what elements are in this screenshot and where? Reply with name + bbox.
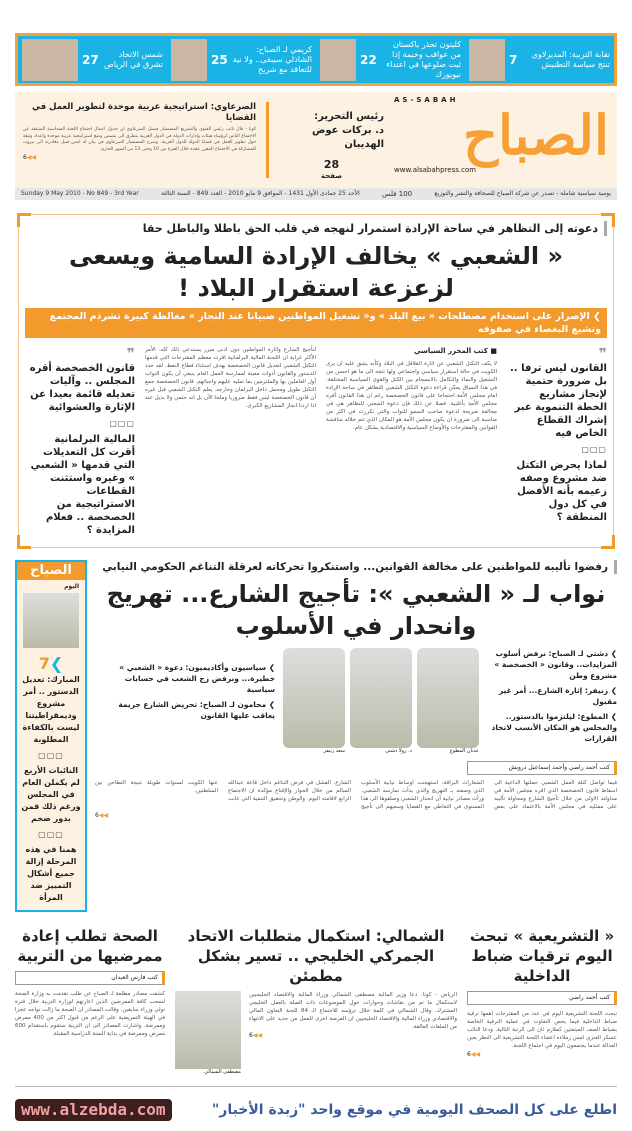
sidebar-label: اليوم bbox=[64, 583, 79, 590]
bottom-story bbox=[175, 926, 457, 1076]
teaser-strip bbox=[15, 33, 617, 86]
teaser-item[interactable] bbox=[465, 36, 614, 83]
pull-quote: القانون ليس ترفا .. بل ضرورة حتمية لإنجاز مشاريع الخطة التنموية عبر إشراك القطاع الخاص فيه bbox=[510, 363, 607, 439]
page-ref: 6◀◀ bbox=[95, 812, 109, 819]
mast-story-title: الصرعاوي: استراتيجية عربية موحدة لتطوير العمل في القضايا bbox=[31, 102, 256, 123]
divider bbox=[266, 102, 269, 178]
teaser-text: كريمي لـ الصباح: الشاذلي سيبقى.. ولا نية للتعاقد مع شريح bbox=[232, 44, 312, 74]
footer-ad bbox=[15, 1099, 617, 1121]
lead-body-right: لا يكف التكتل الشعبي عن اثارة القلاقل في البلاد وكأنه يشق عليه ان يرى الكويت في حالة استقرار سياسي واجتماعي ولها تتجه الى ما هو احسن من التشغيل والنماء والتكامل بالانسجام بين الكتل والقوى السياسية المختلفة. في هذا السياق يمكن قراءة دعوة التكتل الشعبي للتظاهر في ساحة الإرادة امام مجلس الأمة احتجاجا على قانون الخصخصة رغم ان هذا القانون أقره مجلس الأمة بأغلبية. فضلا عن ذلك فإن دعوة الشعبي للتظاهر هي في مخالفة صريحة لدعوة صاحب السمو للنواب والتي تكررت في اكثر من مناسبة الى ضرورة ان يكون مجلس الأمة هو المكان الذي تتم خلاله مناقشة القوانين والمقترحات والأوضاع السياسية والاقتصادية بشكل عام. bbox=[326, 361, 497, 431]
sub-headline: ❯ سياسيون وأكاديميون: دعوة « الشعبي » خطيرة... ونرفض زج الشعب في حسابات سياسية bbox=[119, 663, 275, 694]
teaser-text: شمس الاتحاد تشرق في الرياض bbox=[104, 49, 163, 69]
sidebar-item[interactable]: همنا في هذه المرحلة إزالة جميع أشكال التمييز ضد المرأة bbox=[25, 845, 77, 902]
sub-headline: ❯ المطوع: ليلتزموا بالدستور.. والمجلس هو المكان الأنسب لاتخاذ القرارات bbox=[491, 712, 617, 743]
date-english: Sunday 9 May 2010 - No 849 - 3rd Year bbox=[21, 190, 139, 197]
pull-quote: لماذا يحرض التكتل ضد مشروع وصفه زعيمه بأنه الأفضل في كل دول المنطقة ؟ bbox=[516, 460, 607, 523]
teaser-item[interactable] bbox=[18, 36, 167, 83]
second-headline: نواب لـ « الشعبي »: تأجيج الشارع... تهريج وانحدار في الأسلوب bbox=[106, 580, 606, 640]
mp-photo bbox=[417, 648, 479, 748]
teaser-text: نقابة التربية: المديرلاوي تنتج سياسة التطنيش bbox=[531, 49, 610, 69]
sidebar-item[interactable]: النائبات الأربع لم يكملن العام في المجلس ورغم ذلك قمن بدور ضخم bbox=[21, 766, 81, 823]
mp-photo bbox=[283, 648, 345, 748]
bottom-story bbox=[15, 926, 165, 1038]
page-ref: 6◀◀ bbox=[23, 154, 37, 161]
logo-latin: AS-SABAH bbox=[394, 96, 459, 104]
teaser-item[interactable] bbox=[167, 36, 316, 83]
story-body: تبحث اللجنة التشريعية اليوم في عدد من المقترحات اهمها ترقية ضباط الداخلية فيما يخص التفاوت في عملية الترقية الخاصة بضباط الصف المبتعثين كملازم ثان الى الرتبة التالية. ودعا النائب عسكر العنزي امس زملاءه اعضاء اللجنة التشريعية الى النظر بعين العدالة عندما يجتمعون اليوم في اجتماع اللجنة. bbox=[467, 1011, 617, 1049]
story-headline: الصحة تطلب إعادة ممرضيها من التربية bbox=[17, 927, 163, 965]
story-headline: الشمالي: استكمال متطلبات الاتحاد الجمركي الخليجي .. تسير بشكل مطمئن bbox=[187, 927, 445, 985]
story-byline: كتب أحمد راضي bbox=[467, 991, 617, 1005]
photo-caption: د. رولا دشتي bbox=[385, 748, 412, 754]
today-sidebar: الصباح اليوم 7❮ المبارك: تعديل الدستور .. أمر مشروع وديمقراطيتنا ليست بالكفاءة المطلوبة ▢▢▢ النائبات الأربع لم يكملن العام في المجلس ورغم ذلك قمن بدور ضخم ▢▢▢ همنا في هذه المرحلة إزالة جميع أشكال التمييز ضد المرأة bbox=[15, 560, 87, 912]
lead-story: دعوته إلى التظاهر في ساحة الإرادة استمرار لنهجه في قلب الحق باطلا والباطل حقا « الشعبي » يخالف الإرادة السامية ويسعى لزعزعة استقرار البلاد ! ❯ الإصرار على استخدام مصطلحات « بيع البلد » و« تشغيل المواطنين صبيانا عند التجار » مغالطة كبيرة تشرذم المجتمع وتشيع البغضاء في صفوفه ❞ القانون ليس ترفا .. بل ضرورة حتمية لإنجاز مشاريع الخطة التنموية عبر إشراك القطاع الخاص فيه ▢▢▢ لماذا يحرض التكتل ضد مشروع وصفه زعيمه بأنه الأفضل في كل دول المنطقة ؟ ■ كتب المحرر السياسي لا يكف التكتل الشعبي عن اثارة القلاقل في البلاد وكأنه يشق عليه ان يرى الكويت في حالة استقرار سياسي واجتماعي ولها تتجه الى ما هو احسن من التشغيل والنماء والتكامل بالانسجام بين الكتل والقوى السياسية المختلفة. في هذا السياق يمكن قراءة دعوة التكتل الشعبي للتظاهر في ساحة الإرادة امام مجلس الأمة احتجاجا على قانون الخصخصة رغم ان هذا القانون أقره مجلس الأمة بأغلبية. فضلا عن ذلك فإن دعوة الشعبي للتظاهر هي في مخالفة صريحة لدعوة صاحب السمو للنواب والتي تكررت في اكثر من مناسبة الى ضرورة ان يكون مجلس الأمة هو المكان الذي تتم خلاله مناقشة القوانين والمقترحات والأوضاع السياسية والاقتصادية بشكل عام. لتأجيج الشارع واثارة المواطنين دون ادنى مبرر يستدعي ذلك كله. الأمر الأكثر غرابة ان اللجنة المالية البرلمانية اقرت معظم المقترحات التي قدمها التكتل الشعبي لتعديل قانون الخصخصة بهدف استثناء قطاع النفط. لقد حدد الدستور والقانون أدوات معينة لممارسة العمل العام ينبغي أن يكون النواب أول العاملين بها والملتزمين بما تمليه عليهم واجباتهم. قانون الخصخصة جمع التكتل طويل ومحمل داخل البرلمان وخارجه. يعلم التكتل الشعبي قبل غيره أن قانون الخصخصة ليس فقط ضروريا وملحا الآن بل انه حتمي ولا بديل عنه اذا اردنا انجاز المشاريع الكبرى. ❞ قانون الخصخصة أقره المجلس .. وآليات تعديله قائمة بعيدا عن الإثارة والعشوائية ▢▢▢ المالية البرلمانية أقرت كل التعديلات التي قدمها « الشعبي » وغيره واستثنت القطاعات الاستراتيجية من الخصخصة .. فعلام المزايدة ؟ bbox=[18, 214, 614, 548]
footer-ad-text: اطلع على كل الصحف اليومية في موقع واحد "زبدة الأخبار" bbox=[211, 1102, 617, 1118]
second-body: فيما تواصل كتلة العمل الشعبي حملتها الداعية الى اسقاط قانون الخصخصة الذي اقره مجلس الأمة في مداولته الاولى من خلال تأجيج الشارع ومحاولة تأليبه على ممثليه في مجلس الأمة بالاعتماد على بعض الشعارات البراقة، استهجنت اوساط نيابية الأسلوب الذي وصفته بـ التهريج والذي بدأت تمارسه الشعبي. ورأت مصادر نيابية أن انحدار الشعبي وصلفوها الى هذا المستوى في التعاطي مع القضايا وسعيهم الى تأجيج الشارع. الفشل في فرض التناغم داخل قاعة عبدالله السالم من خلال الحوار والإقناع مؤكدة ان الاجتماع الرابع لاقامته اليوم. والوطن وتحقيق التنمية التي غابت عنها الكويت لسنوات طويلة نتيجة التطاحن بين السلطتين. bbox=[95, 780, 617, 810]
sub-headline: ❯ محامون لـ الصباح: تحريض الشارع جريمة يعاقب عليها القانون bbox=[118, 700, 275, 720]
divider bbox=[15, 1086, 617, 1087]
photo-caption: سعد زنيفر bbox=[323, 748, 345, 754]
page-count: 28 bbox=[323, 158, 340, 171]
pull-quote: قانون الخصخصة أقره المجلس .. وآليات تعديله قائمة بعيدا عن الإثارة والعشوائية bbox=[29, 363, 135, 413]
teaser-photo bbox=[320, 39, 356, 81]
page-ref: 6◀◀ bbox=[467, 1051, 481, 1058]
second-kicker: رفضوا تأليبه للمواطنين على مخالفة القوانين... واستنكروا تحركاته لعرقلة التناغم الحكومي النيابي bbox=[95, 560, 617, 574]
photo-caption: عدنان المطوع bbox=[449, 748, 479, 754]
teaser-page: 22 bbox=[360, 52, 377, 67]
date-arabic: الأحد 25 جمادى الأول 1431 - الموافق 9 مايو 2010 - العدد 849 - السنة الثالثة bbox=[160, 190, 360, 197]
editor-name: د. بركات عوض الهديبان bbox=[311, 125, 384, 150]
date-bar bbox=[15, 188, 617, 200]
price: 100 فلس bbox=[381, 190, 413, 198]
website[interactable]: www.alsabahpress.com bbox=[394, 166, 477, 174]
sidebar-photo bbox=[23, 593, 79, 648]
lead-kicker: دعوته إلى التظاهر في ساحة الإرادة استمرار لنهجه في قلب الحق باطلا والباطل حقا bbox=[25, 221, 607, 236]
story-headline: « التشريعية » تبحث اليوم ترقيات ضباط الداخلية bbox=[469, 927, 615, 985]
mast-story-body: كونا - قال نائب رئيس الفتوى والتشريع المستشار فيصل الصرعاوي ان جدول اعمال اجتماع اللجنة السداسية المنبثقة عن الاجتماع الثامن لرؤساء هيئات وادارات الدولة في الدول العربية يتطرق الى يتضمن وضع استراتيجية عربية موحدة واعداد وثيقة حول تطوير العمل في قضايا الدولة للدول العربية. وصرح المستشار الصرعاوي في بيان له امس قبيل مغادرته الى بيروت للمشاركة في الاجتماع المقرر عقده خلال الفترة من 10 وحتى 13 من الشهر الجاري. bbox=[23, 127, 256, 152]
teaser-page: 7 bbox=[509, 52, 518, 67]
teaser-text: كليتون تحذر باكستان من عواقب وخيمة إذا ثبت ضلوعها في اعتداء نيويورك bbox=[386, 39, 461, 79]
sub-headline: ❯ دشتي لـ الصباح: نرفض أسلوب المزايدات.. وقانون « الخصخصة » مشروع وطن bbox=[494, 649, 617, 680]
story-body: الرياض - كونا: دعا وزير المالية مصطفى الشمالي وزراء المالية والاقتصاد الخليجيين لاستكمال ما تم من نقاشات وحوارات حول الموضوعات ذات الصلة بالعمل الخليجي المشترك. وقال الشمالي في كلمة خلال ترؤسه للاجتماع الـ 84 للجنة التعاون المالي والاقتصادي وزراء المالية والاقتصاد الخليجيين ان الفرصة اخرى للعمل من جديد على الانتهاء من الملفات العالقة. bbox=[249, 992, 457, 1030]
story-byline: كتب فارس العبدان bbox=[15, 971, 165, 985]
teaser-item[interactable] bbox=[316, 36, 465, 83]
lead-headline: « الشعبي » يخالف الإرادة السامية ويسعى لزعزعة استقرار البلاد ! bbox=[68, 242, 564, 302]
footer-ad-url[interactable]: www.alzebda.com bbox=[15, 1099, 172, 1121]
second-byline: كتب أحمد راضي وأحمد إسماعيل درويش bbox=[467, 761, 617, 775]
photo-caption: مصطفى الشمالي bbox=[204, 1069, 241, 1075]
page-count-label: صفحة bbox=[320, 172, 343, 180]
sidebar-brand: الصباح bbox=[17, 562, 85, 580]
teaser-photo bbox=[469, 39, 505, 81]
teaser-page: 27 bbox=[82, 52, 99, 67]
newspaper-logo: الصباح bbox=[463, 103, 609, 167]
slogan: يومية سياسية شاملة - تصدر عن شركة الصباح للصحافة والنشر والتوزيع bbox=[434, 190, 611, 197]
story-body: كشفت مصادر مطلعة لـ الصباح عن طلب تقدمت به وزارة الصحة لسحب كافة الممرضين الذين اعارتهم لوزارة التربية خلال فترة تولي وزراء سابقين. وقالت المصادر ان الصحة ما زالت تواجه عجزا في الهيئة التمريضية على الرغم من قبول اكثر من 400 ممرض وممرضة. واشارت المصادر الى ان التربية ستقوم باستقدام 600 ممرض وممرضة في بداية السنة الدراسية المقبلة. bbox=[15, 991, 165, 1037]
masthead bbox=[15, 92, 617, 188]
teaser-page: 25 bbox=[211, 52, 228, 67]
sidebar-page: 7❮ bbox=[38, 654, 64, 673]
page-ref: 6◀◀ bbox=[249, 1032, 263, 1039]
sub-headline: ❯ زنيفر: إثارة الشارع... أمر غير مقبول bbox=[498, 686, 617, 706]
second-story bbox=[95, 560, 617, 820]
teaser-photo bbox=[22, 39, 78, 81]
editor-label: رئيس التحرير: bbox=[314, 111, 384, 122]
lead-strap: ❯ الإصرار على استخدام مصطلحات « بيع البلد » و« تشغيل المواطنين صبيانا عند التجار » مغالطة كبيرة تشرذم المجتمع وتشيع البغضاء في صفوفه bbox=[25, 308, 607, 338]
mp-photo bbox=[350, 648, 412, 748]
lead-byline: ■ كتب المحرر السياسي bbox=[413, 347, 497, 355]
lead-body-left: لتأجيج الشارع واثارة المواطنين دون ادنى مبرر يستدعي ذلك كله. الأمر الأكثر غرابة ان اللجنة المالية البرلمانية اقرت معظم المقترحات التي قدمها التكتل الشعبي لتعديل قانون الخصخصة بهدف استثناء قطاع النفط. لقد حدد الدستور والقانون أدوات معينة لممارسة العمل العام ينبغي أن يكون النواب أول العاملين بها والملتزمين بما تمليه عليهم واجباتهم. قانون الخصخصة جمع التكتل طويل ومحمل داخل البرلمان وخارجه. يعلم التكتل الشعبي قبل غيره أن قانون الخصخصة ليس فقط ضروريا وملحا الآن بل انه حتمي ولا بديل عنه اذا اردنا انجاز المشاريع الكبرى. bbox=[145, 347, 316, 409]
pull-quote: المالية البرلمانية أقرت كل التعديلات التي قدمها « الشعبي » وغيره واستثنت القطاعات الاستراتيجية من الخصخصة .. فعلام المزايدة ؟ bbox=[30, 434, 135, 536]
mast-story bbox=[23, 96, 256, 184]
bottom-story bbox=[467, 926, 617, 1059]
minister-photo bbox=[175, 991, 241, 1069]
sidebar-item[interactable]: المبارك: تعديل الدستور .. أمر مشروع وديمقراطيتنا ليست بالكفاءة المطلوبة bbox=[22, 675, 80, 744]
teaser-photo bbox=[171, 39, 207, 81]
